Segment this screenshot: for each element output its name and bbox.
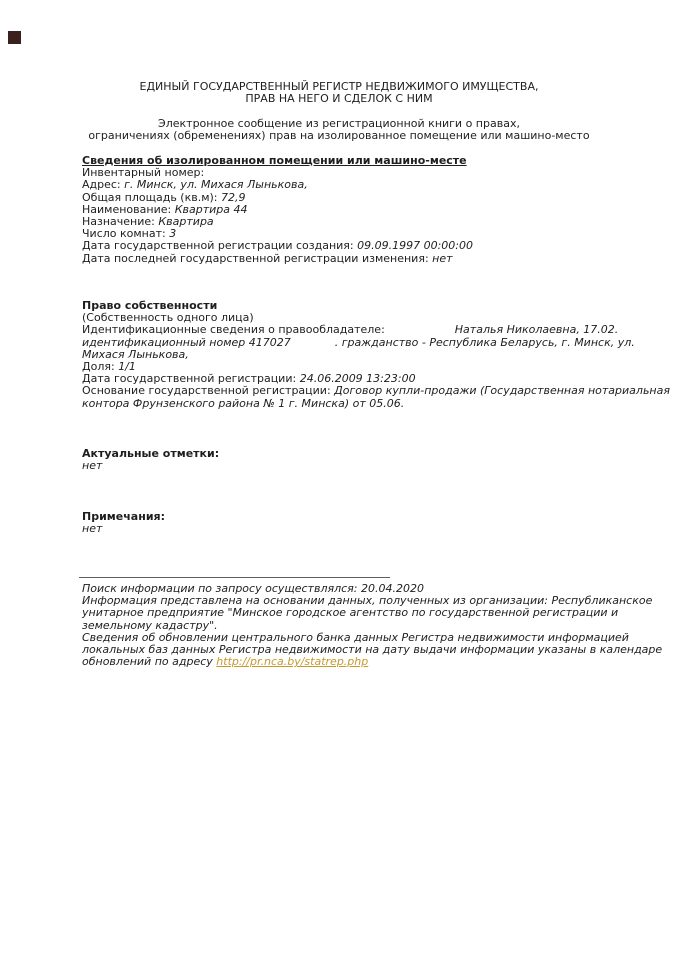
object-info-section <box>82 155 473 265</box>
field-label: Инвентарный номер: <box>82 166 205 180</box>
footer-info-line3: земельному кадастру". <box>82 618 218 632</box>
field-value: 09.09.1997 00:00:00 <box>357 239 474 253</box>
marks-value: нет <box>82 459 103 473</box>
message-subtitle-line1: Электронное сообщение из регистрационной книги о правах, <box>158 116 520 130</box>
footer-section <box>82 583 662 668</box>
holder-name: Наталья Николаевна, 17.02. <box>454 323 619 337</box>
field-value: Квартира <box>158 215 214 229</box>
field-label: Число комнат: <box>82 227 166 241</box>
field-value: Договор купли-продажи (Государственная нотариальная <box>334 384 670 398</box>
holder-citizenship: . гражданство - Республика Беларусь, г. Минск, ул. <box>334 335 635 349</box>
footer-info-line2: унитарное предприятие "Минское городское агентство по государственной регистрации и <box>82 606 619 620</box>
holder-id-number: идентификационный номер 417027 <box>82 335 291 349</box>
footer-update-line3-prefix: обновлений по адресу <box>82 655 217 669</box>
field-value: Квартира 44 <box>174 202 248 216</box>
footer-search-line: Поиск информации по запросу осуществлялся: 20.04.2020 <box>82 582 424 595</box>
ownership-subheading: (Собственность одного лица) <box>82 311 254 325</box>
footer-update-line2: локальных баз данных Регистра недвижимости на дату выдачи информации указаны в календаре <box>82 643 663 657</box>
footer-update-line1: Сведения об обновлении центрального банка данных Регистра недвижимости информацией <box>82 630 629 644</box>
field-label: Основание государственной регистрации: <box>82 384 331 398</box>
ownership-section <box>82 300 670 410</box>
field-value: нет <box>432 251 453 265</box>
notes-value: нет <box>82 522 103 536</box>
field-label: Наименование: <box>82 202 172 216</box>
notes-section <box>82 511 165 535</box>
object-section-heading: Сведения об изолированном помещении или машино-месте <box>82 154 467 167</box>
field-label: Доля: <box>82 360 115 374</box>
notes-heading: Примечания: <box>82 510 165 523</box>
field-last-change-reg-date <box>82 253 473 265</box>
field-registration-basis-line1 <box>82 385 670 397</box>
register-title-line2: ПРАВ НА НЕГО И СДЕЛОК С НИМ <box>245 92 433 106</box>
field-label: Дата государственной регистрации: <box>82 372 297 386</box>
marks-section <box>82 448 219 472</box>
ownership-heading: Право собственности <box>82 299 218 312</box>
corner-mark <box>8 31 21 44</box>
holder-label: Идентификационные сведения о правообладателе: <box>82 323 385 337</box>
field-label: Общая площадь (кв.м): <box>82 190 218 204</box>
footer-info-line1: Информация представлена на основании данных, полученных из организации: Республиканское <box>82 594 653 608</box>
field-value: 3 <box>169 227 177 241</box>
field-label: Дата последней государственной регистрации изменения: <box>82 251 429 265</box>
footer-update-line3 <box>82 656 662 668</box>
field-label: Дата государственной регистрации создания: <box>82 239 354 253</box>
field-value: 1/1 <box>118 360 136 374</box>
document-header <box>0 81 678 142</box>
field-value: г. Минск, ул. Михася Лынькова, <box>124 178 308 192</box>
holder-identity-line2 <box>82 337 670 349</box>
statrep-link[interactable]: http://pr.nca.by/statrep.php <box>216 655 369 669</box>
message-subtitle-line2: ограничениях (обременениях) прав на изолированное помещение или машино-место <box>88 128 590 142</box>
field-label: Назначение: <box>82 215 155 229</box>
marks-heading: Актуальные отметки: <box>82 447 220 460</box>
field-label: Адрес: <box>82 178 121 192</box>
register-title-line1: ЕДИНЫЙ ГОСУДАРСТВЕННЫЙ РЕГИСТР НЕДВИЖИМОГО ИМУЩЕСТВА, <box>139 80 539 93</box>
separator-line <box>79 577 390 578</box>
field-registration-basis-line2: контора Фрунзенского района № 1 г. Минска) от 05.06. <box>82 396 405 410</box>
header-spacer <box>0 105 678 117</box>
field-value: 72,9 <box>221 190 246 204</box>
holder-identity-line3: Михася Лынькова, <box>82 347 189 361</box>
field-value: 24.06.2009 13:23:00 <box>299 372 416 386</box>
